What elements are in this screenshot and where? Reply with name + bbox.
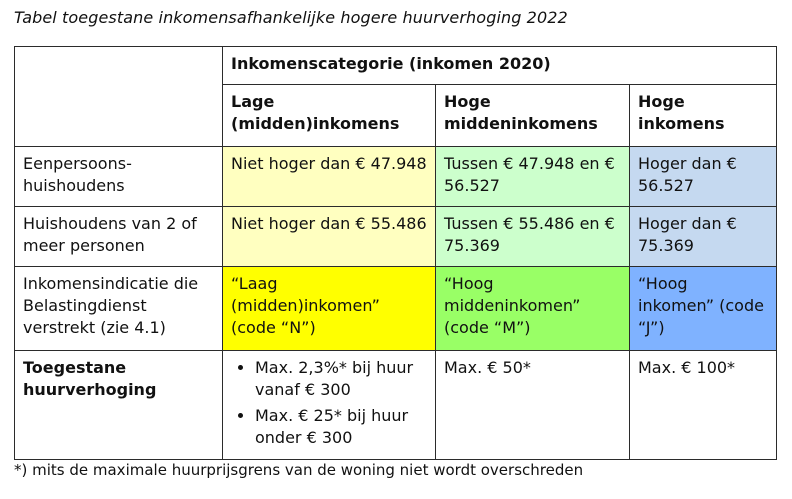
header-group-row — [15, 47, 777, 85]
table-row-single-person — [15, 147, 777, 207]
rent-increase-table — [14, 46, 777, 460]
column-header-low-income: Lage (midden)inkomens — [223, 85, 436, 147]
cell-high-income: Max. € 100* — [630, 351, 777, 460]
cell-high-income: Hoger dan € 75.369 — [630, 207, 777, 267]
cell-low-income: Niet hoger dan € 47.948 — [223, 147, 436, 207]
list-item: • Max. 2,3%* bij huur vanaf € 300 — [255, 357, 427, 401]
cell-high-middle-income: “Hoog middeninkomen” (code “M”) — [436, 267, 630, 351]
cell-high-income: Hoger dan € 56.527 — [630, 147, 777, 207]
cell-high-middle-income: Tussen € 47.948 en € 56.527 — [436, 147, 630, 207]
income-category-header: Inkomenscategorie (inkomen 2020) — [223, 47, 777, 85]
table-row-income-indication — [15, 267, 777, 351]
cell-low-income — [223, 351, 436, 460]
list-item: • Max. € 25* bij huur onder € 300 — [255, 405, 427, 449]
table-row-allowed-increase — [15, 351, 777, 460]
empty-corner-cell — [15, 47, 223, 147]
column-header-high-income: Hoge inkomens — [630, 85, 777, 147]
row-label: Huishoudens van 2 of meer personen — [15, 207, 223, 267]
bullet-list — [231, 357, 427, 449]
cell-low-income: “Laag (midden)inkomen” (code “N”) — [223, 267, 436, 351]
column-header-high-middle-income: Hoge middeninkomens — [436, 85, 630, 147]
row-label: Eenpersoons-huishoudens — [15, 147, 223, 207]
row-label: Inkomensindicatie die Belastingdienst verstrekt (zie 4.1) — [15, 267, 223, 351]
footnote: *) mits de maximale huurprijsgrens van de woning niet wordt overschreden — [14, 461, 584, 479]
table-row-multi-person — [15, 207, 777, 267]
cell-high-income: “Hoog inkomen” (code “J”) — [630, 267, 777, 351]
cell-high-middle-income: Max. € 50* — [436, 351, 630, 460]
cell-high-middle-income: Tussen € 55.486 en € 75.369 — [436, 207, 630, 267]
row-label: Toegestane huurverhoging — [15, 351, 223, 460]
cell-low-income: Niet hoger dan € 55.486 — [223, 207, 436, 267]
table-caption: Tabel toegestane inkomensafhankelijke hogere huurverhoging 2022 — [14, 8, 568, 27]
